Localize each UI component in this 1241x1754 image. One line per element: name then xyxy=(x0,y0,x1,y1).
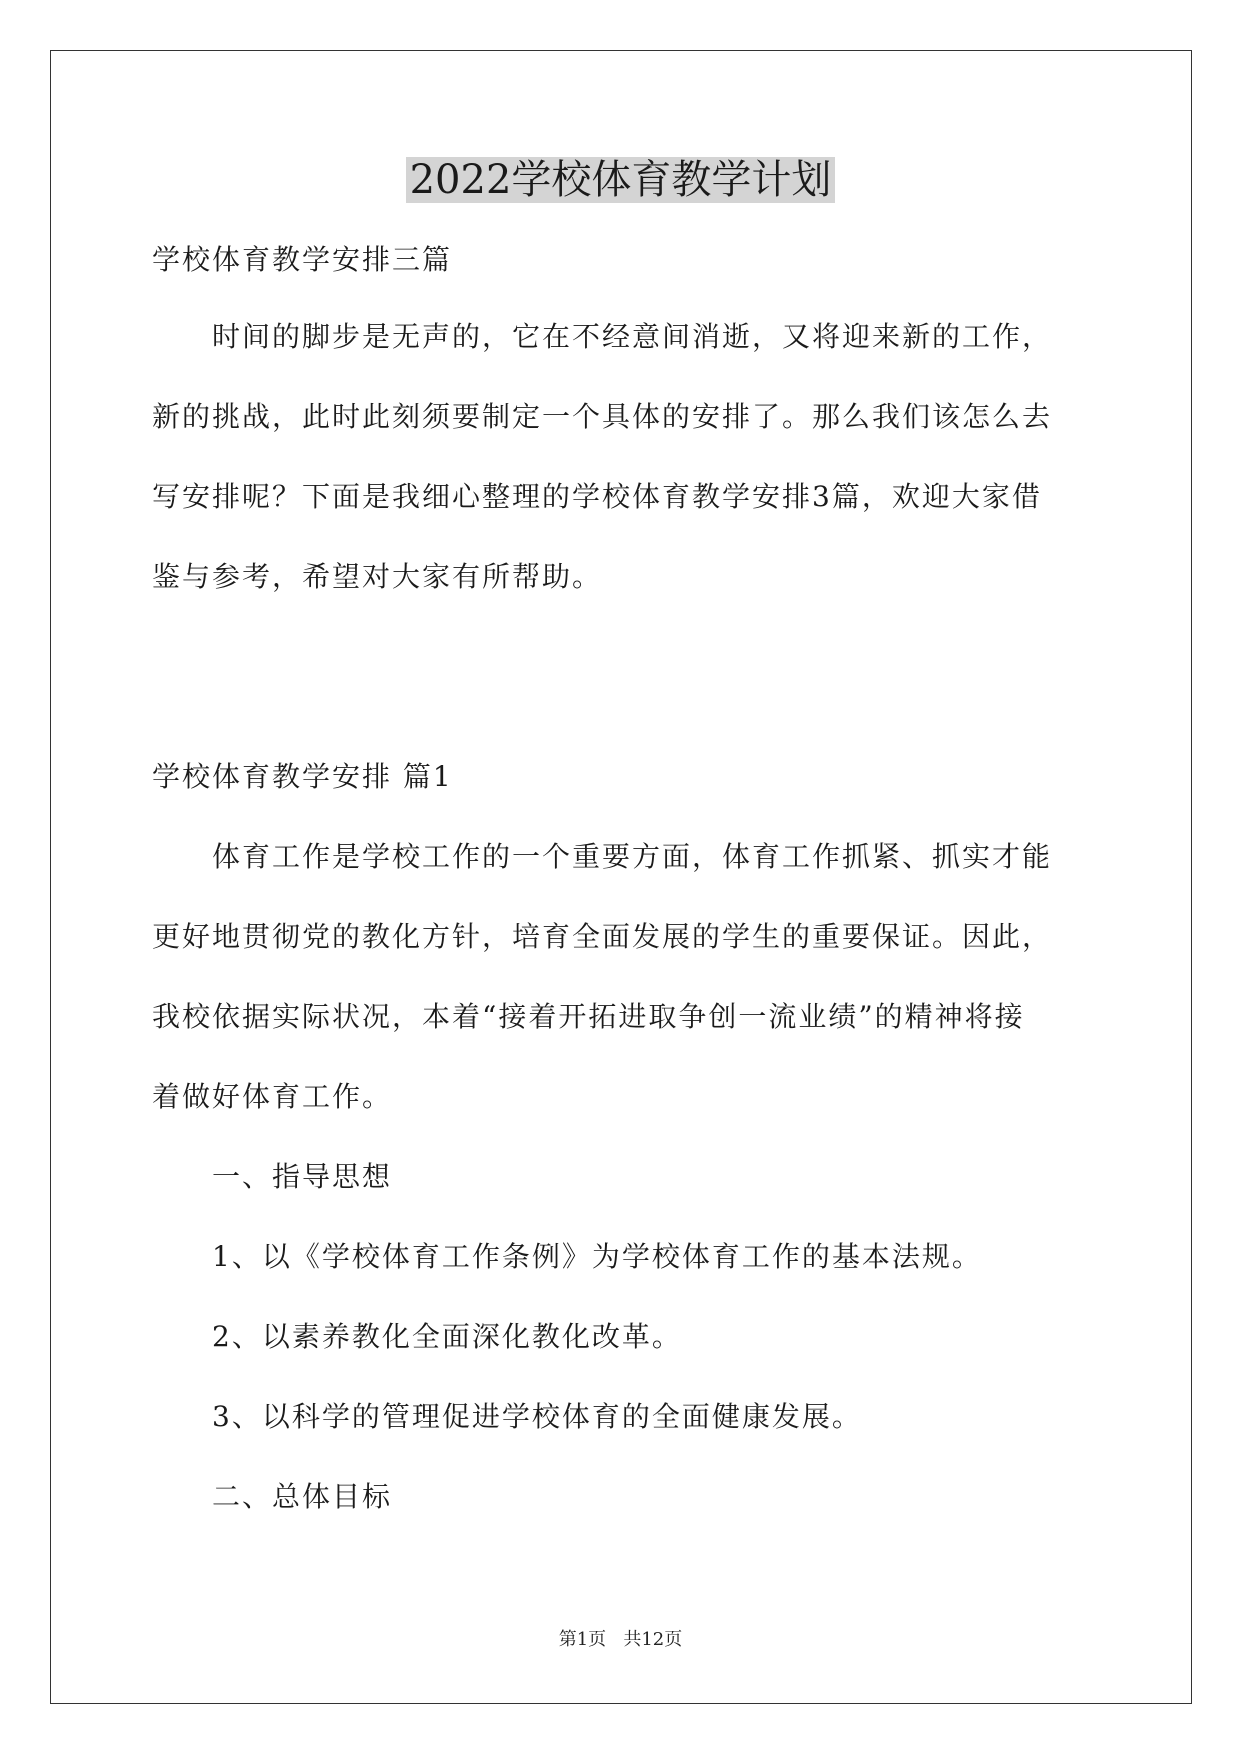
intro-line-3: 写安排呢？下面是我细心整理的学校体育教学安排3篇，欢迎大家借 xyxy=(152,480,1042,513)
section-heading: 学校体育教学安排 篇1 xyxy=(152,760,453,793)
list-item: 3、以科学的管理促进学校体育的全面健康发展。 xyxy=(212,1400,862,1433)
list-item: 1、以《学校体育工作条例》为学校体育工作的基本法规。 xyxy=(212,1240,982,1273)
page-footer xyxy=(0,1628,1241,1652)
intro-line-1: 时间的脚步是无声的，它在不经意间消逝，又将迎来新的工作， xyxy=(212,320,1053,353)
heading-overall-goal: 二、总体目标 xyxy=(212,1480,393,1513)
intro-line-4: 鉴与参考，希望对大家有所帮助。 xyxy=(152,560,603,593)
document-title-text: 2022学校体育教学计划 xyxy=(406,157,836,203)
intro-line-2: 新的挑战，此时此刻须要制定一个具体的安排了。那么我们该怎么去 xyxy=(152,400,1053,433)
document-subtitle: 学校体育教学安排三篇 xyxy=(152,243,453,276)
section-line-3: 我校依据实际状况，本着“接着开拓进取争创一流业绩”的精神将接 xyxy=(152,1000,1025,1033)
page-number: 第1页 共12页 xyxy=(558,1629,683,1650)
document-title xyxy=(0,150,1241,210)
section-line-1: 体育工作是学校工作的一个重要方面，体育工作抓紧、抓实才能 xyxy=(212,840,1053,873)
list-item: 2、以素养教化全面深化教化改革。 xyxy=(212,1320,682,1353)
page-border xyxy=(50,50,1192,1704)
section-line-2: 更好地贯彻党的教化方针，培育全面发展的学生的重要保证。因此， xyxy=(152,920,1053,953)
section-line-4: 着做好体育工作。 xyxy=(152,1080,393,1113)
heading-guiding-ideology: 一、指导思想 xyxy=(212,1160,393,1193)
